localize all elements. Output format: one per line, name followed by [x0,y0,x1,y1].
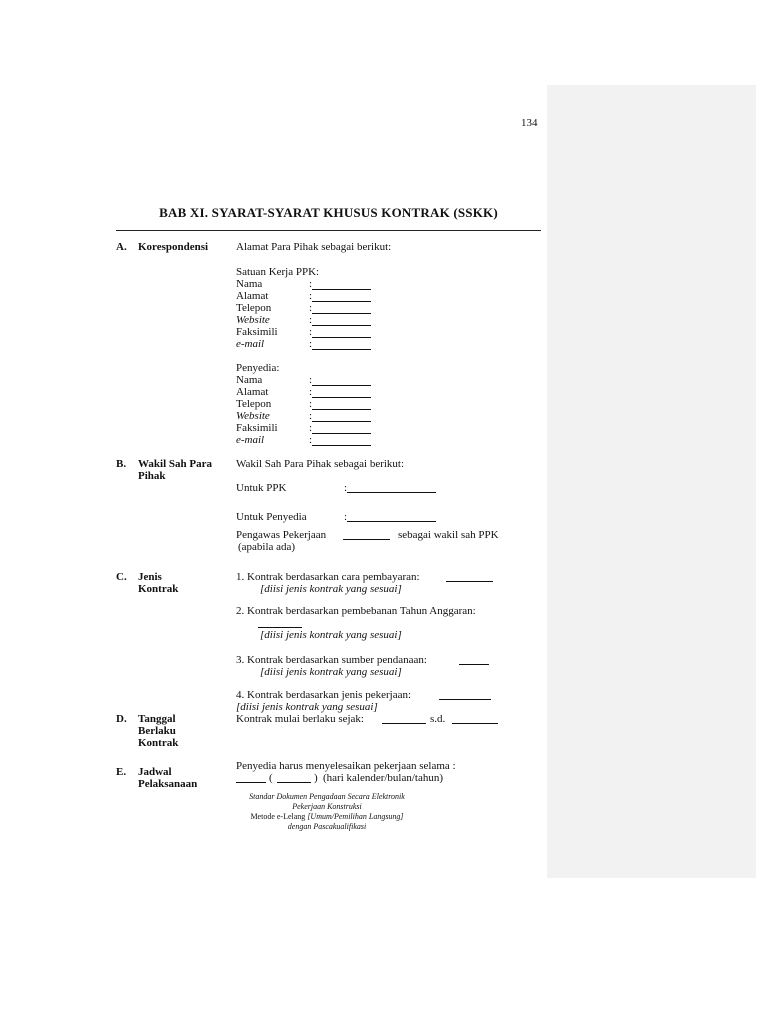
field-colon: : [309,422,313,434]
footer-line-2: Pekerjaan Konstruksi [292,802,362,811]
contract-item-3-note: [diisi jenis kontrak yang sesuai] [260,666,402,678]
blank-line [459,664,489,665]
field-colon: : [309,434,313,446]
blank-line [312,397,371,398]
field-colon: : [309,278,313,290]
field-colon: : [309,314,313,326]
section-a-letter: A. [116,241,127,253]
title-underline [116,230,541,231]
blank-line [347,492,436,493]
field-colon: : [309,338,313,350]
ppk-field-website: Website [236,314,270,326]
chapter-title: BAB XI. SYARAT-SYARAT KHUSUS KONTRAK (SSKK) [159,205,498,220]
blank-line [312,337,371,338]
contract-item-4-note: [diisi jenis kontrak yang sesuai] [236,701,378,713]
penyedia-field-email: e-mail [236,434,265,446]
contract-item-1: 1. Kontrak berdasarkan cara pembayaran: [236,571,420,583]
section-b-intro: Wakil Sah Para Pihak sebagai berikut: [236,458,405,470]
section-d-title: Tanggal Berlaku Kontrak [138,713,179,749]
blank-line [439,699,491,700]
field-colon: : [309,410,313,422]
section-c-letter: C. [116,571,127,583]
untuk-ppk-label: Untuk PPK [236,482,287,494]
blank-line [277,782,311,783]
penyedia-field-website: Website [236,410,270,422]
section-b-title: Wakil Sah Para Pihak [138,458,212,482]
blank-line [452,723,498,724]
schedule-text: Penyedia harus menyelesaikan pekerjaan selama : [236,760,456,772]
blank-line [312,349,371,350]
contract-item-1-note: [diisi jenis kontrak yang sesuai] [260,583,402,595]
section-e-title: Jadwal Pelaksanaan [138,766,198,790]
field-colon: : [344,482,348,494]
footer-line-3: Metode e-Lelang [Umum/Pemilihan Langsung] [250,812,404,821]
blank-line [312,409,371,410]
blank-line [312,445,371,446]
field-colon: : [309,398,313,410]
blank-line [312,289,371,290]
open-paren: ( [269,772,273,784]
pengawas-suffix: sebagai wakil sah PPK [398,529,499,541]
blank-line [312,313,371,314]
section-b-letter: B. [116,458,127,470]
penyedia-heading: Penyedia: [236,362,280,374]
blank-line [312,301,371,302]
ppk-field-telepon: Telepon [236,302,272,314]
page-number: 134 [521,117,538,129]
ppk-field-nama: Nama [236,278,263,290]
sd-label: s.d. [430,713,446,725]
section-a-intro: Alamat Para Pihak sebagai berikut: [236,241,392,253]
blank-line [312,421,371,422]
contract-item-2-note: [diisi jenis kontrak yang sesuai] [260,629,402,641]
section-d-letter: D. [116,713,127,725]
penyedia-field-nama: Nama [236,374,263,386]
blank-line [312,325,371,326]
penyedia-field-alamat: Alamat [236,386,269,398]
close-paren: ) [314,772,318,784]
contract-item-2: 2. Kontrak berdasarkan pembebanan Tahun Anggaran: [236,605,476,617]
ppk-heading: Satuan Kerja PPK: [236,266,320,278]
penyedia-field-telepon: Telepon [236,398,272,410]
field-colon: : [309,290,313,302]
field-colon: : [344,511,348,523]
field-colon: : [309,386,313,398]
field-colon: : [309,326,313,338]
document-footer [231,792,423,832]
section-e-letter: E. [116,766,127,778]
comment-margin-panel [547,85,756,878]
ppk-field-alamat: Alamat [236,290,269,302]
blank-line [258,627,302,628]
contract-item-3: 3. Kontrak berdasarkan sumber pendanaan: [236,654,427,666]
untuk-penyedia-label: Untuk Penyedia [236,511,307,523]
blank-line [446,581,493,582]
blank-line [382,723,426,724]
blank-line [347,521,436,522]
pengawas-note: (apabila ada) [238,541,296,553]
blank-line [343,539,390,540]
footer-line-4: dengan Pascakualifikasi [287,822,367,831]
ppk-field-faksimili: Faksimili [236,326,278,338]
blank-line [312,433,371,434]
duration-unit: (hari kalender/bulan/tahun) [323,772,444,784]
field-colon: : [309,374,313,386]
blank-line [236,782,266,783]
ppk-field-email: e-mail [236,338,265,350]
section-a-title: Korespondensi [138,241,209,253]
footer-line-1: Standar Dokumen Pengadaan Secara Elektronik [249,792,405,801]
contract-start-text: Kontrak mulai berlaku sejak: [236,713,364,725]
penyedia-field-faksimili: Faksimili [236,422,278,434]
section-c-title: Jenis Kontrak [138,571,179,595]
pengawas-prefix: Pengawas Pekerjaan [236,529,327,541]
field-colon: : [309,302,313,314]
contract-item-4: 4. Kontrak berdasarkan jenis pekerjaan: [236,689,412,701]
blank-line [312,385,371,386]
